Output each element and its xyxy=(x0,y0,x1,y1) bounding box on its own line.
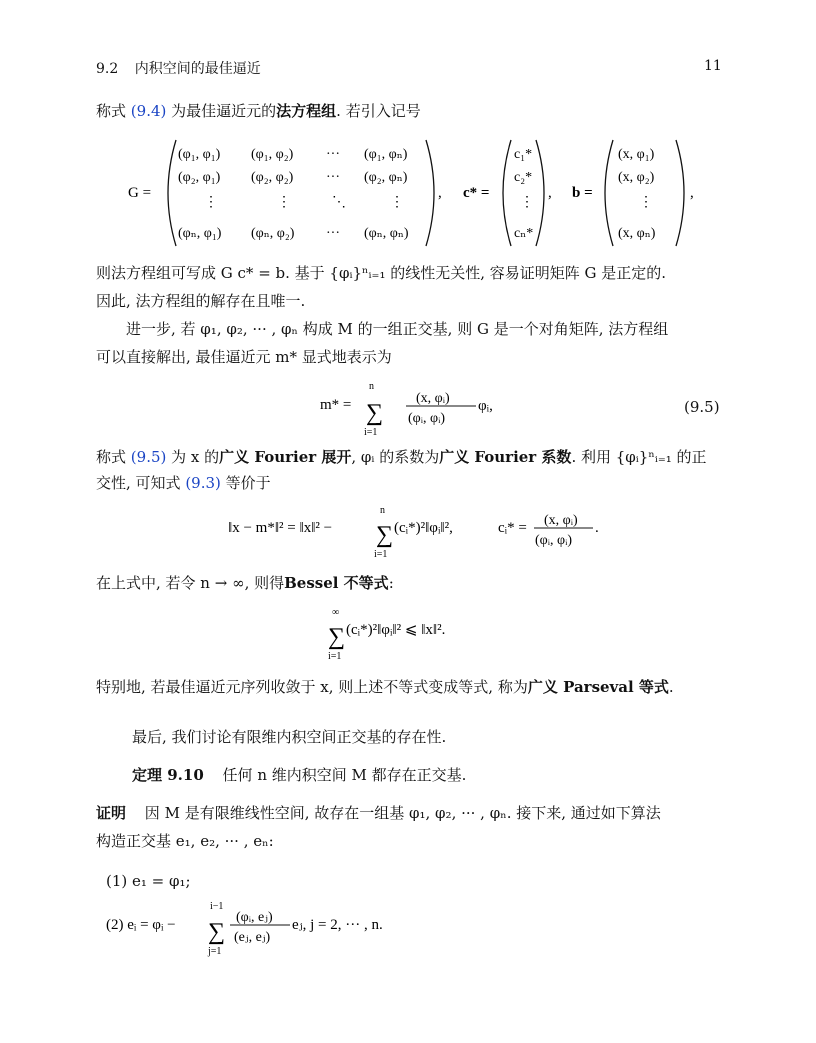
sum-symbol: ∑ xyxy=(366,400,384,426)
equation-ref-9-4[interactable]: (9.4) xyxy=(130,102,167,120)
theorem-9-10 xyxy=(132,764,466,786)
svg-text:(φᵢ, eⱼ): (φᵢ, eⱼ) xyxy=(236,910,273,925)
equation-9-5 xyxy=(320,376,520,438)
svg-text:(2) eᵢ = φᵢ −: (2) eᵢ = φᵢ − xyxy=(106,917,176,933)
proof-label: 证明 xyxy=(96,804,127,822)
svg-text:(φ₁, φₙ): (φ₁, φₙ) xyxy=(364,147,408,162)
paragraph-existence: 最后, 我们讨论有限维内积空间正交基的存在性. xyxy=(132,728,447,746)
c-star-vector-cells xyxy=(514,147,534,241)
term-fourier-expansion: 广义 Fourier 展开 xyxy=(219,448,352,466)
svg-text:cₙ*: cₙ* xyxy=(514,226,534,241)
b-label: b = xyxy=(572,185,593,201)
svg-text:,: , xyxy=(690,185,694,201)
svg-text:,: , xyxy=(548,185,552,201)
svg-text:∞: ∞ xyxy=(332,607,340,618)
svg-text:(φ₁, φ₂): (φ₁, φ₂) xyxy=(251,147,294,162)
svg-text:(eⱼ, eⱼ): (eⱼ, eⱼ) xyxy=(234,930,271,945)
sum-symbol: ∑ xyxy=(208,919,226,945)
c-right-paren xyxy=(536,140,544,246)
running-header xyxy=(96,58,261,78)
paragraph-orthogonal-basis: 进一步, 若 φ₁, φ₂, ··· , φₙ 构成 M 的一组正交基, 则 G 是一个对角矩阵, 法方程组 xyxy=(126,320,669,338)
svg-text:(x, φᵢ): (x, φᵢ) xyxy=(544,513,578,528)
c-left-paren xyxy=(503,140,511,246)
proof-line-2: 构造正交基 e₁, e₂, ··· , eₙ: xyxy=(96,832,274,850)
svg-text:i=1: i=1 xyxy=(374,549,388,560)
svg-text:(cᵢ*)²‖φᵢ‖²,: (cᵢ*)²‖φᵢ‖², xyxy=(394,520,453,536)
g-right-paren xyxy=(426,140,434,246)
svg-text:eⱼ, j = 2, ··· , n.: eⱼ, j = 2, ··· , n. xyxy=(292,917,383,933)
paragraph-uniqueness: 因此, 法方程组的解存在且唯一. xyxy=(96,292,306,310)
svg-text:c₂*: c₂* xyxy=(514,170,533,185)
g-left-paren xyxy=(168,140,176,246)
equation-error-norm xyxy=(228,500,628,562)
theorem-label: 定理 9.10 xyxy=(132,766,204,784)
svg-text:i−1: i−1 xyxy=(210,901,224,912)
svg-text:(φ₂, φ₁): (φ₂, φ₁) xyxy=(178,170,221,185)
svg-text:φᵢ,: φᵢ, xyxy=(478,398,493,414)
theorem-statement: 任何 n 维内积空间 M 都存在正交基. xyxy=(222,766,467,784)
svg-text:cᵢ* =: cᵢ* = xyxy=(498,520,527,536)
paragraph-normal-form: 则法方程组可写成 G c* = b. 基于 {φᵢ}ⁿᵢ₌₁ 的线性无关性, 容易证明矩阵 G 是正定的. xyxy=(96,264,667,282)
b-vector-cells xyxy=(618,147,656,241)
term-parseval-equality: 广义 Parseval 等式 xyxy=(527,678,669,696)
svg-text:(φᵢ, φᵢ): (φᵢ, φᵢ) xyxy=(408,411,446,426)
svg-text:···: ··· xyxy=(326,170,340,185)
term-fourier-coefficient: 广义 Fourier 系数 xyxy=(439,448,572,466)
svg-text:j=1: j=1 xyxy=(208,946,222,957)
b-left-paren xyxy=(605,140,613,246)
svg-text:⋮: ⋮ xyxy=(639,195,653,210)
g-matrix-cells xyxy=(178,147,409,241)
svg-text:,: , xyxy=(438,185,442,201)
section-title: 内积空间的最佳逼近 xyxy=(134,61,261,77)
sum-symbol: ∑ xyxy=(376,522,394,548)
svg-text:n: n xyxy=(369,381,374,392)
equation-ref-9-5[interactable]: (9.5) xyxy=(130,448,167,466)
paragraph-fourier-expansion: 称式 (9.5) 为 x 的广义 Fourier 展开, φᵢ 的系数为广义 Fourier 系数. 利用 {φᵢ}ⁿᵢ₌₁ 的正 xyxy=(96,448,707,466)
svg-text:i=1: i=1 xyxy=(364,427,378,438)
svg-text:(x, φₙ): (x, φₙ) xyxy=(618,226,656,241)
svg-text:(φᵢ, φᵢ): (φᵢ, φᵢ) xyxy=(535,533,573,548)
svg-text:(φₙ, φ₂): (φₙ, φ₂) xyxy=(251,226,295,241)
sum-symbol: ∑ xyxy=(328,624,346,650)
c-star-label: c* = xyxy=(463,185,490,201)
term-normal-equations: 法方程组 xyxy=(276,102,337,120)
svg-text:···: ··· xyxy=(326,226,340,241)
svg-text:(φₙ, φₙ): (φₙ, φₙ) xyxy=(364,226,409,241)
equation-ref-9-3[interactable]: (9.3) xyxy=(185,474,221,492)
svg-text:(x, φ₁): (x, φ₁) xyxy=(618,147,655,162)
g-label: G = xyxy=(128,185,152,201)
svg-text:(x, φᵢ): (x, φᵢ) xyxy=(416,391,450,406)
page-number: 11 xyxy=(704,58,722,74)
svg-text:⋮: ⋮ xyxy=(520,195,534,210)
svg-text:n: n xyxy=(380,505,385,516)
svg-text:i=1: i=1 xyxy=(328,651,342,662)
paragraph-explicit-form: 可以直接解出, 最佳逼近元 m* 显式地表示为 xyxy=(96,348,392,366)
term-bessel-inequality: Bessel 不等式 xyxy=(284,574,389,592)
b-right-paren xyxy=(676,140,684,246)
paragraph-normal-equations: 称式 (9.4) 为最佳逼近元的法方程组. 若引入记号 xyxy=(96,102,421,120)
svg-text:⋮: ⋮ xyxy=(204,195,218,210)
paragraph-equivalence: 交性, 可知式 (9.3) 等价于 xyxy=(96,474,271,492)
svg-text:(φ₁, φ₁): (φ₁, φ₁) xyxy=(178,147,221,162)
svg-text:···: ··· xyxy=(326,147,340,162)
svg-text:c₁*: c₁* xyxy=(514,147,533,162)
proof-line-1: 证明 因 M 是有限维线性空间, 故存在一组基 φ₁, φ₂, ··· , φₙ. 接下来, 通过如下算法 xyxy=(96,804,661,822)
section-number: 9.2 xyxy=(96,61,119,77)
svg-text:m* =: m* = xyxy=(320,397,352,413)
svg-text:(cᵢ*)²‖φᵢ‖² ⩽ ‖x‖².: (cᵢ*)²‖φᵢ‖² ⩽ ‖x‖². xyxy=(346,622,446,638)
svg-text:(φ₂, φₙ): (φ₂, φₙ) xyxy=(364,170,408,185)
algorithm-step-2 xyxy=(106,896,466,958)
paragraph-parseval: 特别地, 若最佳逼近元序列收敛于 x, 则上述不等式变成等式, 称为广义 Parseval 等式. xyxy=(96,678,674,696)
svg-text:⋮: ⋮ xyxy=(390,195,404,210)
svg-text:(x, φ₂): (x, φ₂) xyxy=(618,170,655,185)
svg-text:‖x − m*‖² = ‖x‖² −: ‖x − m*‖² = ‖x‖² − xyxy=(228,520,333,536)
algorithm-step-1: (1) e₁ = φ₁; xyxy=(106,872,191,890)
svg-text:(φ₂, φ₂): (φ₂, φ₂) xyxy=(251,170,294,185)
svg-text:(φₙ, φ₁): (φₙ, φ₁) xyxy=(178,226,222,241)
svg-text:⋱: ⋱ xyxy=(332,195,346,210)
paragraph-bessel-intro: 在上式中, 若令 n → ∞, 则得Bessel 不等式: xyxy=(96,574,394,592)
svg-text:.: . xyxy=(595,520,599,536)
equation-bessel xyxy=(326,602,526,664)
equation-number-9-5: (9.5) xyxy=(684,398,720,416)
matrix-definitions xyxy=(96,136,736,251)
svg-text:⋮: ⋮ xyxy=(277,195,291,210)
